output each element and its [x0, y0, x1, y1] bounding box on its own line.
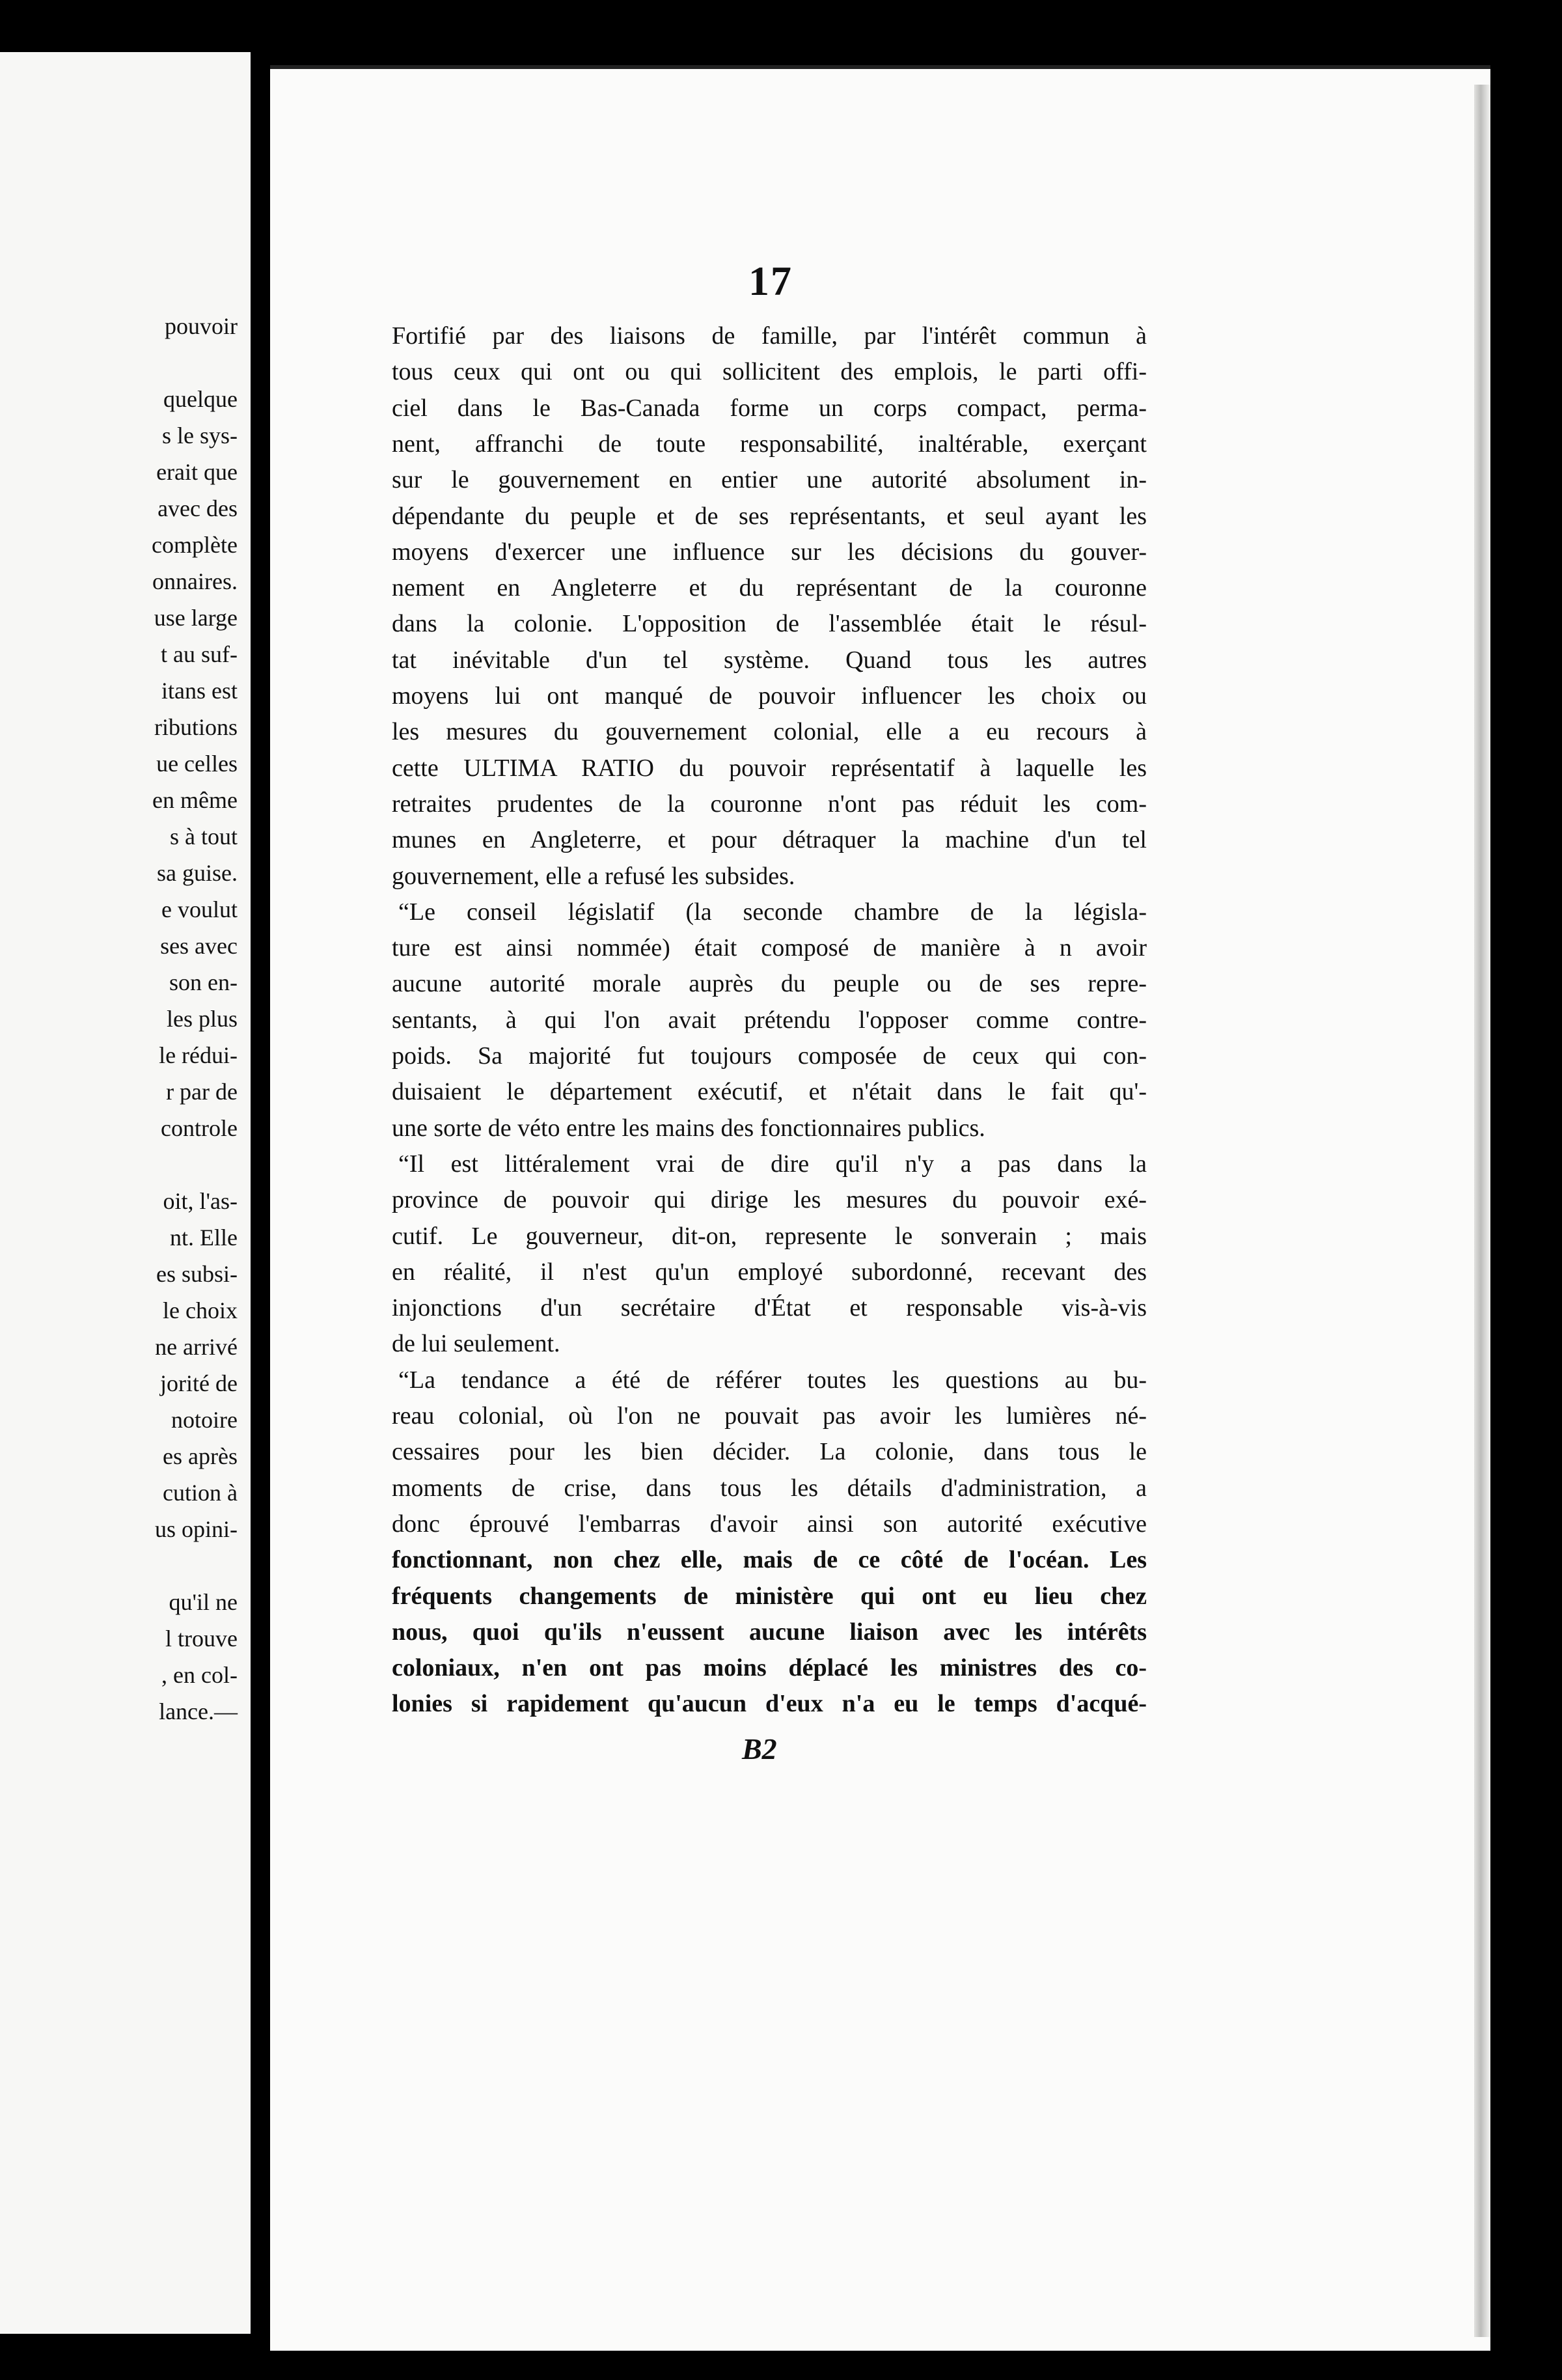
previous-page-line: , en col-	[161, 1662, 238, 1688]
previous-page-line: es subsi-	[156, 1261, 238, 1287]
previous-page-line: le choix	[163, 1297, 238, 1323]
text-line: tat inévitable d'un tel système. Quand tous les autres	[392, 646, 1147, 674]
previous-page-line: ue celles	[156, 751, 238, 777]
text-line: dans la colonie. L'opposition de l'assemblée était le résul-	[392, 610, 1147, 638]
text-line: fréquents changements de ministère qui ont eu lieu chez	[392, 1582, 1147, 1610]
text-line: gouvernement, elle a refusé les subsides.	[392, 862, 795, 890]
previous-page-line: le rédui-	[159, 1042, 238, 1068]
previous-page-line: ne arrivé	[155, 1334, 238, 1360]
text-line: cessaires pour les bien décider. La colonie, dans tous le	[392, 1438, 1147, 1466]
text-line: sentants, à qui l'on avait prétendu l'opposer comme contre-	[392, 1006, 1147, 1034]
previous-page-line: erait que	[156, 459, 238, 485]
text-line: duisaient le département exécutif, et n'était dans le fait qu'-	[392, 1078, 1147, 1106]
previous-page-line: controle	[161, 1115, 238, 1141]
text-line: les mesures du gouvernement colonial, elle a eu recours à	[392, 718, 1147, 746]
text-line: de lui seulement.	[392, 1330, 560, 1358]
text-line: aucune autorité morale auprès du peuple ou de ses repre-	[392, 970, 1147, 998]
text-line: injonctions d'un secrétaire d'État et responsable vis-à-vis	[392, 1294, 1147, 1322]
previous-page-line: ses avec	[160, 933, 238, 959]
text-line: “Il est littéralement vrai de dire qu'il n'y a pas dans la	[398, 1150, 1147, 1178]
previous-page-line: ributions	[154, 714, 238, 740]
text-line: retraites prudentes de la couronne n'ont pas réduit les com-	[392, 790, 1147, 818]
previous-page-line: t au suf-	[161, 641, 238, 667]
previous-page-line: complète	[152, 532, 238, 558]
previous-page-line: lance.—	[159, 1698, 238, 1724]
text-line: Fortifié par des liaisons de famille, par l'intérêt commun à	[392, 322, 1147, 350]
text-line: cette ULTIMA RATIO du pouvoir représentatif à laquelle les	[392, 754, 1147, 782]
previous-page-line: onnaires.	[152, 568, 238, 594]
text-line: coloniaux, n'en ont pas moins déplacé les ministres des co-	[392, 1654, 1147, 1682]
text-line: province de pouvoir qui dirige les mesures du pouvoir exé-	[392, 1186, 1147, 1214]
previous-page-line: s le sys-	[162, 422, 238, 449]
previous-page-line: nt. Elle	[170, 1225, 238, 1251]
previous-page-line: l trouve	[165, 1626, 238, 1652]
text-line: fonctionnant, non chez elle, mais de ce côté de l'océan. Les	[392, 1546, 1147, 1574]
text-line: moyens lui ont manqué de pouvoir influencer les choix ou	[392, 682, 1147, 710]
previous-page-line: itans est	[161, 678, 238, 704]
previous-page	[0, 52, 251, 2334]
text-line: cutif. Le gouverneur, dit-on, represente le sonverain ; mais	[392, 1222, 1147, 1250]
text-line: dépendante du peuple et de ses représentants, et seul ayant les	[392, 502, 1147, 530]
text-line: lonies si rapidement qu'aucun d'eux n'a eu le temps d'acqué-	[392, 1690, 1147, 1718]
text-line: munes en Angleterre, et pour détraquer la machine d'un tel	[392, 826, 1147, 854]
previous-page-line: e voulut	[161, 896, 238, 922]
previous-page-line: jorité de	[160, 1370, 238, 1396]
text-line: reau colonial, où l'on ne pouvait pas avoir les lumières né-	[392, 1402, 1147, 1430]
previous-page-line: cution à	[163, 1480, 238, 1506]
signature-mark: B2	[742, 1732, 777, 1765]
previous-page-line: use large	[154, 605, 238, 631]
previous-page-line: r par de	[166, 1079, 238, 1105]
previous-page-line: qu'il ne	[169, 1589, 238, 1615]
text-line: ture est ainsi nommée) était composé de manière à n avoir	[392, 934, 1147, 962]
text-line: ciel dans le Bas-Canada forme un corps compact, perma-	[392, 394, 1147, 422]
text-line: nous, quoi qu'ils n'eussent aucune liaison avec les intérêts	[392, 1618, 1147, 1646]
previous-page-line: s à tout	[170, 823, 238, 850]
page-edge	[1474, 85, 1490, 2337]
previous-page-line: quelque	[163, 386, 238, 412]
previous-page-line: les plus	[166, 1006, 238, 1032]
text-line: donc éprouvé l'embarras d'avoir ainsi son autorité exécutive	[392, 1510, 1147, 1538]
previous-page-line: avec des	[158, 495, 238, 521]
previous-page-line: son en-	[169, 969, 238, 995]
text-line: une sorte de véto entre les mains des fonctionnaires publics.	[392, 1114, 985, 1142]
text-line: en réalité, il n'est qu'un employé subordonné, recevant des	[392, 1258, 1147, 1286]
text-line: moyens d'exercer une influence sur les décisions du gouver-	[392, 538, 1147, 566]
text-line: poids. Sa majorité fut toujours composée de ceux qui con-	[392, 1042, 1147, 1070]
previous-page-line: es après	[163, 1443, 238, 1469]
page-number: 17	[748, 258, 793, 304]
text-line: sur le gouvernement en entier une autorité absolument in-	[392, 466, 1147, 494]
previous-page-line: us opini-	[154, 1516, 238, 1542]
text-line: nement en Angleterre et du représentant de la couronne	[392, 574, 1147, 602]
previous-page-line: sa guise.	[157, 860, 238, 886]
text-line: “La tendance a été de référer toutes les questions au bu-	[398, 1366, 1147, 1394]
text-line: moments de crise, dans tous les détails d'administration, a	[392, 1474, 1147, 1502]
text-line: nent, affranchi de toute responsabilité, inaltérable, exerçant	[392, 430, 1147, 458]
text-line: “Le conseil législatif (la seconde chambre de la législa-	[398, 898, 1147, 926]
previous-page-line: oit, l'as-	[163, 1188, 238, 1214]
previous-page-line: pouvoir	[165, 313, 238, 339]
text-line: tous ceux qui ont ou qui sollicitent des emplois, le parti offi-	[392, 358, 1147, 386]
previous-page-line: notoire	[171, 1407, 238, 1433]
previous-page-line: en même	[152, 787, 238, 813]
